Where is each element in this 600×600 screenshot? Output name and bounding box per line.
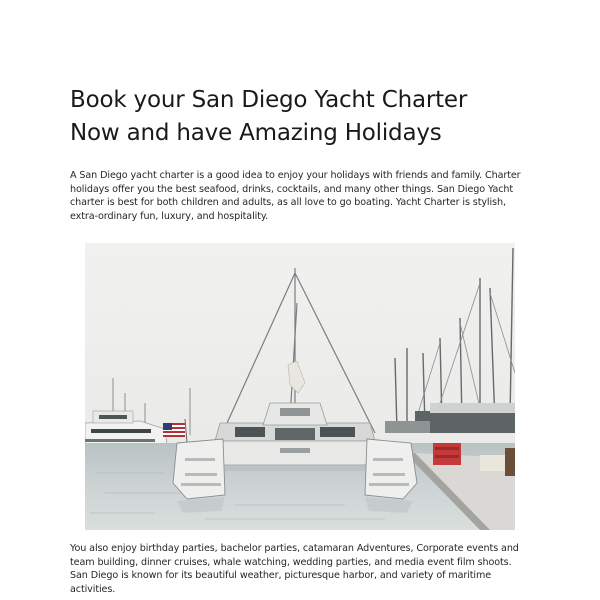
body-paragraph: You also enjoy birthday parties, bachelor parties, catamaran Adventures, Corporate events and team building, dinner cruises, whale watching, wedding parties, and media event film shoots. San Diego is known for its beautiful weather, picturesque harbor, and variety of maritime activities. (70, 543, 519, 596)
article-title (70, 84, 540, 150)
catamaran-photo (85, 243, 515, 530)
title-line-1: Book your San Diego Yacht Charter (70, 87, 468, 113)
intro-paragraph: A San Diego yacht charter is a good idea to enjoy your holidays with friends and family. Charter holidays offer you the best seafood, drinks, cocktails, and many other things. San Diego Yacht charter is best for both children and adults, as all love to go boating. Yacht Charter is stylish, extra-ordinary fun, luxury, and hospitality. (70, 170, 521, 223)
title-line-2: Now and have Amazing Holidays (70, 120, 442, 146)
